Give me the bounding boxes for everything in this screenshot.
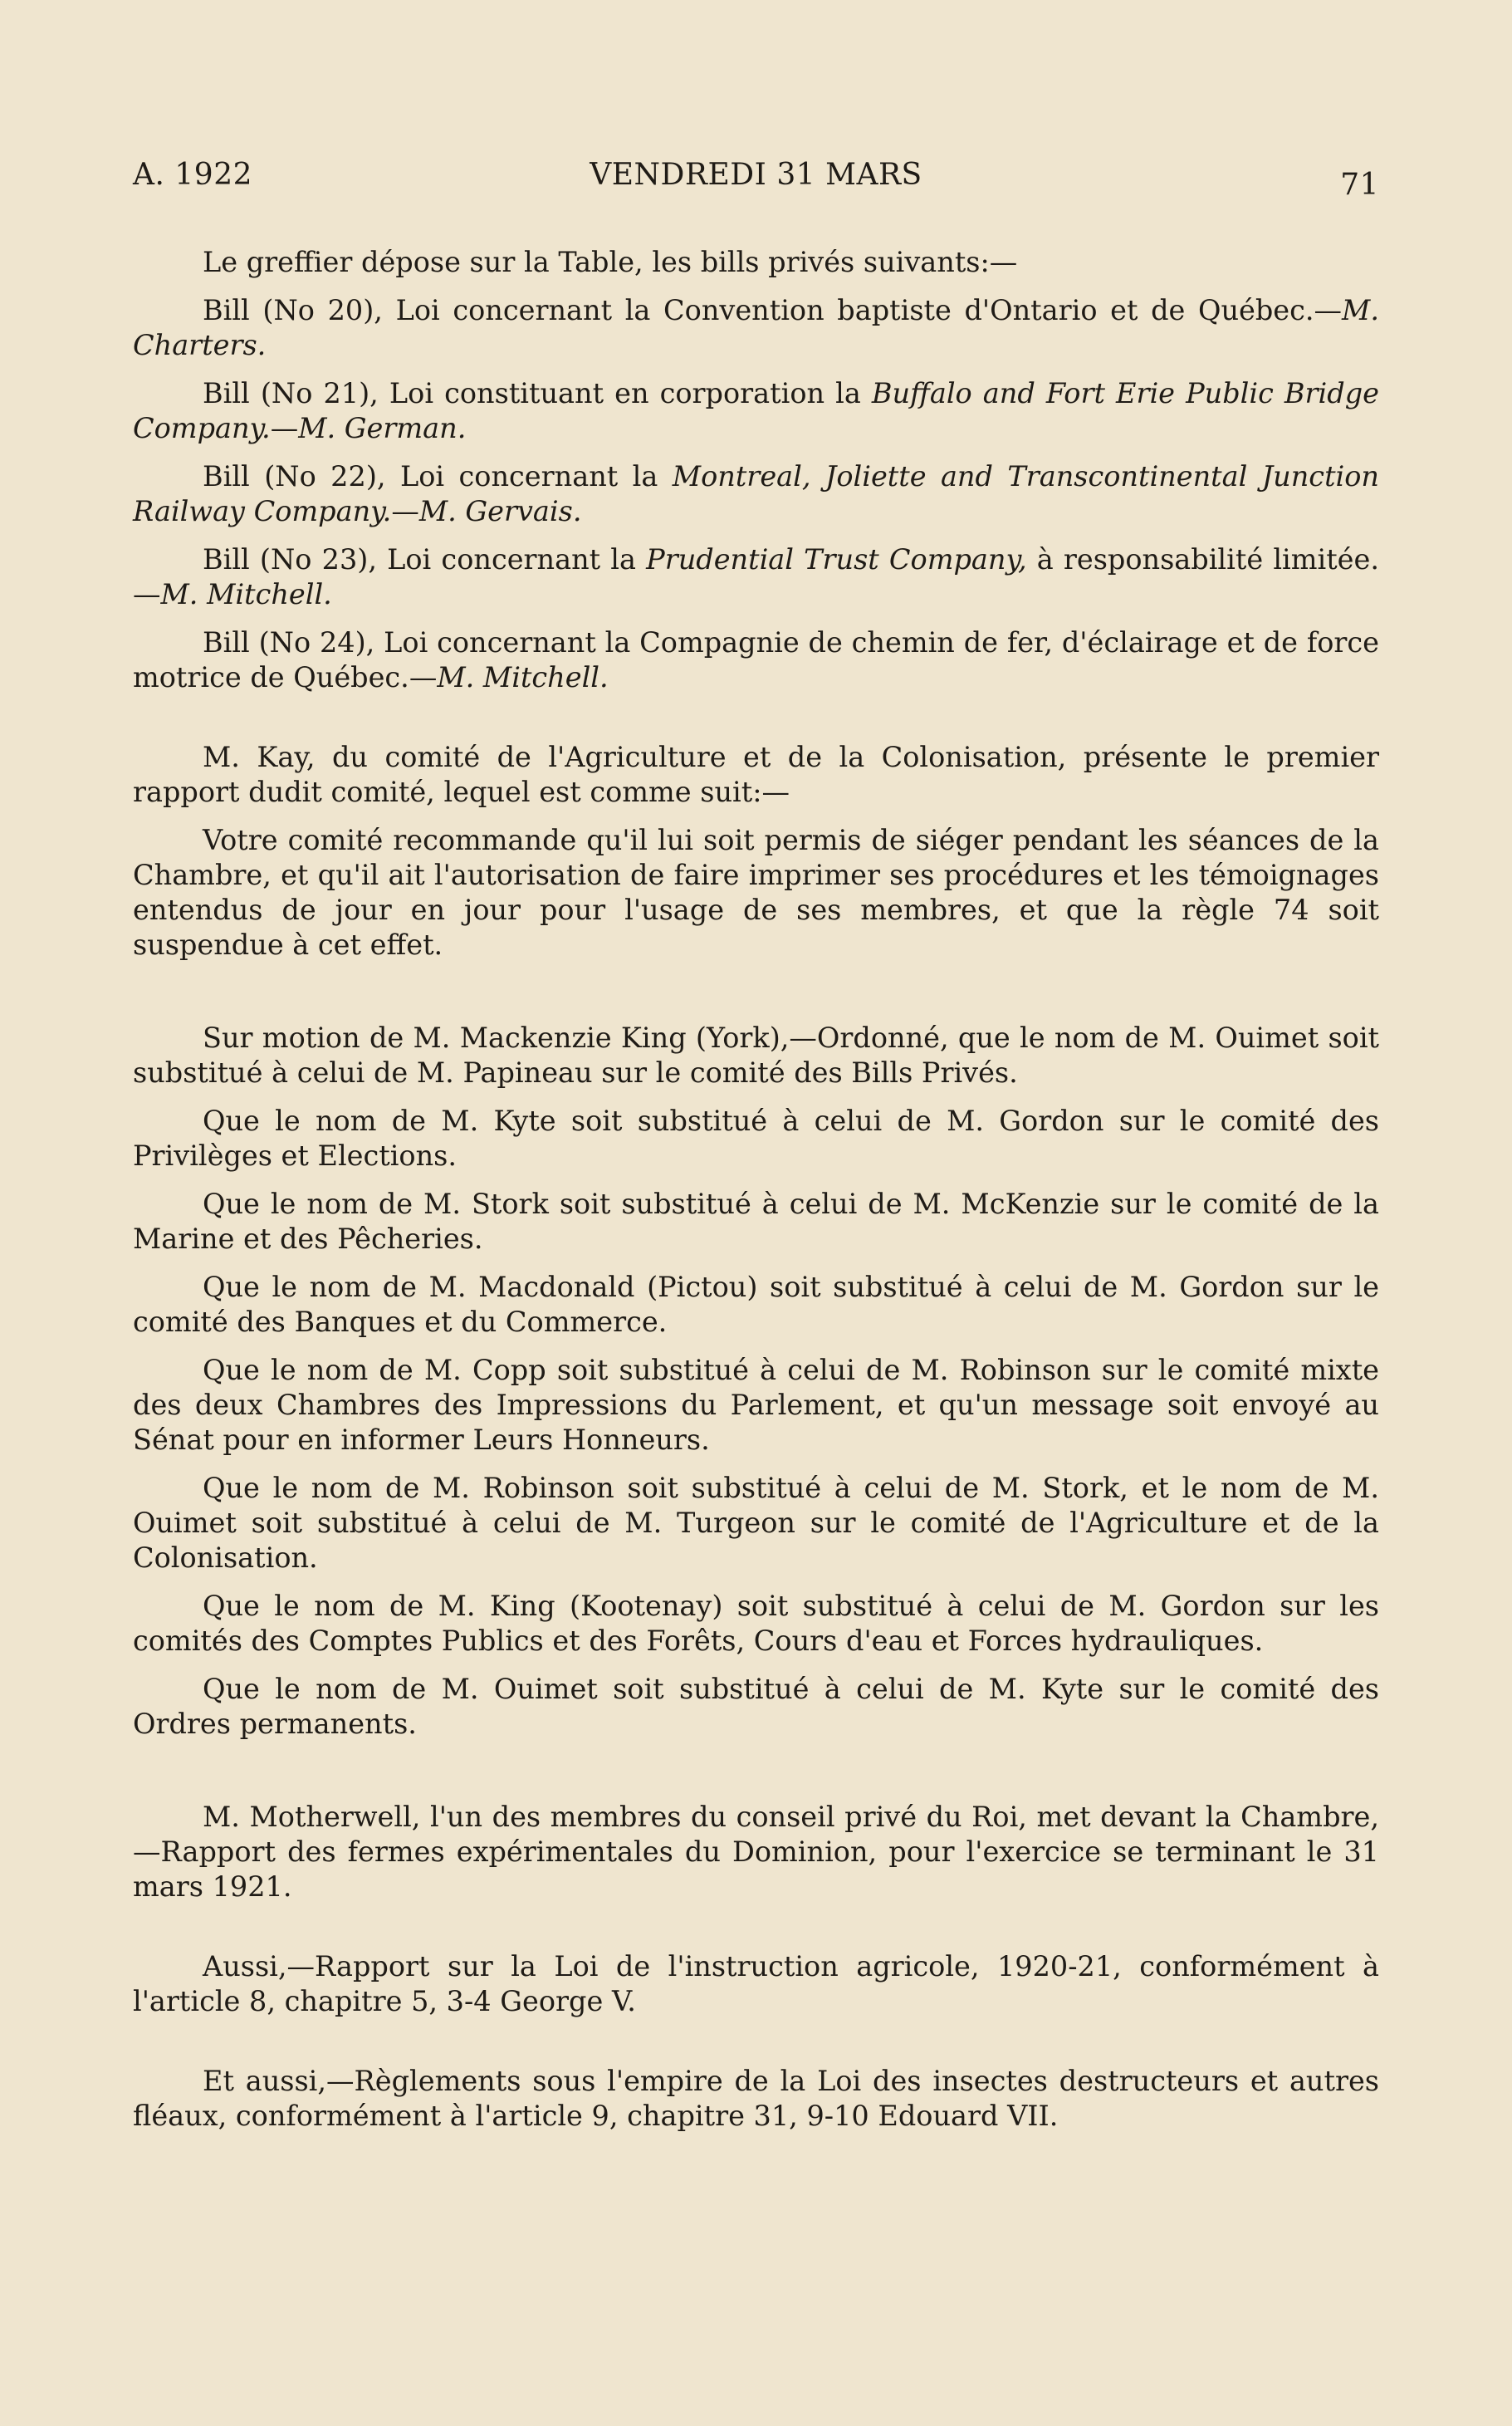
paragraph-substitution-robinson xyxy=(133,1471,1379,1576)
paragraph-text: Que le nom de M. Macdonald (Pictou) soit substitué à celui de M. Gordon sur le comité des Banques et du Commerce. xyxy=(133,1271,1379,1338)
company-name: Prudential Trust Company, xyxy=(646,543,1027,576)
page-header xyxy=(133,158,1379,208)
paragraph-text: Votre comité recommande qu'il lui soit permis de siéger pendant les séances de la Chambre, et qu'il ait l'autorisation de faire imprimer ses procédures et les témoignages entendus de jour en jour pour l'usage de ses membres, et que la règle 74 soit suspendue à cet effet. xyxy=(133,824,1379,961)
paragraph-text: Que le nom de M. Stork soit substitué à celui de M. McKenzie sur le comité de la Marine et des Pêcheries. xyxy=(133,1188,1379,1255)
paragraph-bills-intro xyxy=(133,245,1379,280)
paragraph-insect-regulations xyxy=(133,2064,1379,2134)
bill-text: Bill (No 23), Loi concernant la xyxy=(203,543,647,576)
paragraph-text: M. Kay, du comité de l'Agriculture et de la Colonisation, présente le premier rapport dudit comité, lequel est comme suit:— xyxy=(133,741,1379,808)
bill-text: Bill (No 20), Loi concernant la Convention baptiste d'Ontario et de Québec.— xyxy=(203,294,1343,326)
paragraph-kay-report xyxy=(133,740,1379,810)
paragraph-text: Que le nom de M. Copp soit substitué à celui de M. Robinson sur le comité mixte des deux Chambres des Impressions du Parlement, et qu'un message soit envoyé au Sénat pour en informer Leurs Honneurs. xyxy=(133,1354,1379,1456)
company-name: Montreal, Joliette and Transcontinental Junction Railway Company. xyxy=(133,460,1379,527)
paragraph-agricultural-report xyxy=(133,1949,1379,2019)
bill-suffix: à responsabilité limitée.— xyxy=(133,543,1379,610)
sponsor-name: M. Mitchell. xyxy=(437,661,609,693)
paragraph-motherwell-report xyxy=(133,1800,1379,1904)
bill-dash: — xyxy=(391,495,419,527)
paragraph-substitution-ouimet xyxy=(133,1672,1379,1742)
paragraph-motion xyxy=(133,1021,1379,1090)
paragraph-text: Aussi,—Rapport sur la Loi de l'instruction agricole, 1920-21, conformément à l'article 8, chapitre 5, 3-4 George V. xyxy=(133,1950,1379,2017)
paragraph-bill-22 xyxy=(133,459,1379,529)
paragraph-substitution-copp xyxy=(133,1353,1379,1458)
header-date: VENDREDI 31 MARS xyxy=(590,158,922,192)
bill-dash: — xyxy=(270,412,299,444)
paragraph-text: Et aussi,—Règlements sous l'empire de la Loi des insectes destructeurs et autres fléaux, conformément à l'article 9, chapitre 31, 9-10 Edouard VII. xyxy=(133,2065,1379,2132)
document-body xyxy=(133,245,1379,2134)
paragraph-bill-21 xyxy=(133,376,1379,446)
paragraph-text: Le greffier dépose sur la Table, les bills privés suivants:— xyxy=(203,246,1018,278)
paragraph-text: Que le nom de M. King (Kootenay) soit substitué à celui de M. Gordon sur les comités des Comptes Publics et des Forêts, Cours d'eau et Forces hydrauliques. xyxy=(133,1590,1379,1657)
page-number: 71 xyxy=(1340,168,1379,202)
paragraph-text: Que le nom de M. Ouimet soit substitué à celui de M. Kyte sur le comité des Ordres permanents. xyxy=(133,1673,1379,1740)
paragraph-bill-23 xyxy=(133,542,1379,612)
bill-text: Bill (No 24), Loi concernant la Compagnie de chemin de fer, d'éclairage et de force motrice de Québec.— xyxy=(133,626,1379,693)
paragraph-substitution-macdonald xyxy=(133,1270,1379,1340)
sponsor-name: M. German. xyxy=(298,412,467,444)
bill-text: Bill (No 21), Loi constituant en corporation la xyxy=(203,377,872,409)
paragraph-text: Sur motion de M. Mackenzie King (York),—Ordonné, que le nom de M. Ouimet soit substitué à celui de M. Papineau sur le comité des Bills Privés. xyxy=(133,1022,1379,1089)
sponsor-name: M. Charters. xyxy=(133,294,1379,361)
company-name: Buffalo and Fort Erie Public Bridge Company. xyxy=(133,377,1379,444)
paragraph-committee-recommendation xyxy=(133,823,1379,963)
paragraph-text: M. Motherwell, l'un des membres du conseil privé du Roi, met devant la Chambre, —Rapport des fermes expérimentales du Dominion, pour l'exercice se terminant le 31 mars 1921. xyxy=(133,1801,1379,1903)
sponsor-name: M. Gervais. xyxy=(418,495,582,527)
paragraph-bill-20 xyxy=(133,293,1379,363)
paragraph-text: Que le nom de M. Kyte soit substitué à celui de M. Gordon sur le comité des Privilèges et Elections. xyxy=(133,1105,1379,1172)
bill-text: Bill (No 22), Loi concernant la xyxy=(203,460,673,493)
paragraph-substitution-stork xyxy=(133,1187,1379,1257)
sponsor-name: M. Mitchell. xyxy=(160,578,332,610)
paragraph-bill-24 xyxy=(133,625,1379,695)
header-year: A. 1922 xyxy=(133,158,253,192)
paragraph-substitution-kyte xyxy=(133,1104,1379,1174)
paragraph-text: Que le nom de M. Robinson soit substitué à celui de M. Stork, et le nom de M. Ouimet soit substitué à celui de M. Turgeon sur le comité de l'Agriculture et de la Colonisation. xyxy=(133,1472,1379,1574)
paragraph-substitution-king xyxy=(133,1589,1379,1659)
